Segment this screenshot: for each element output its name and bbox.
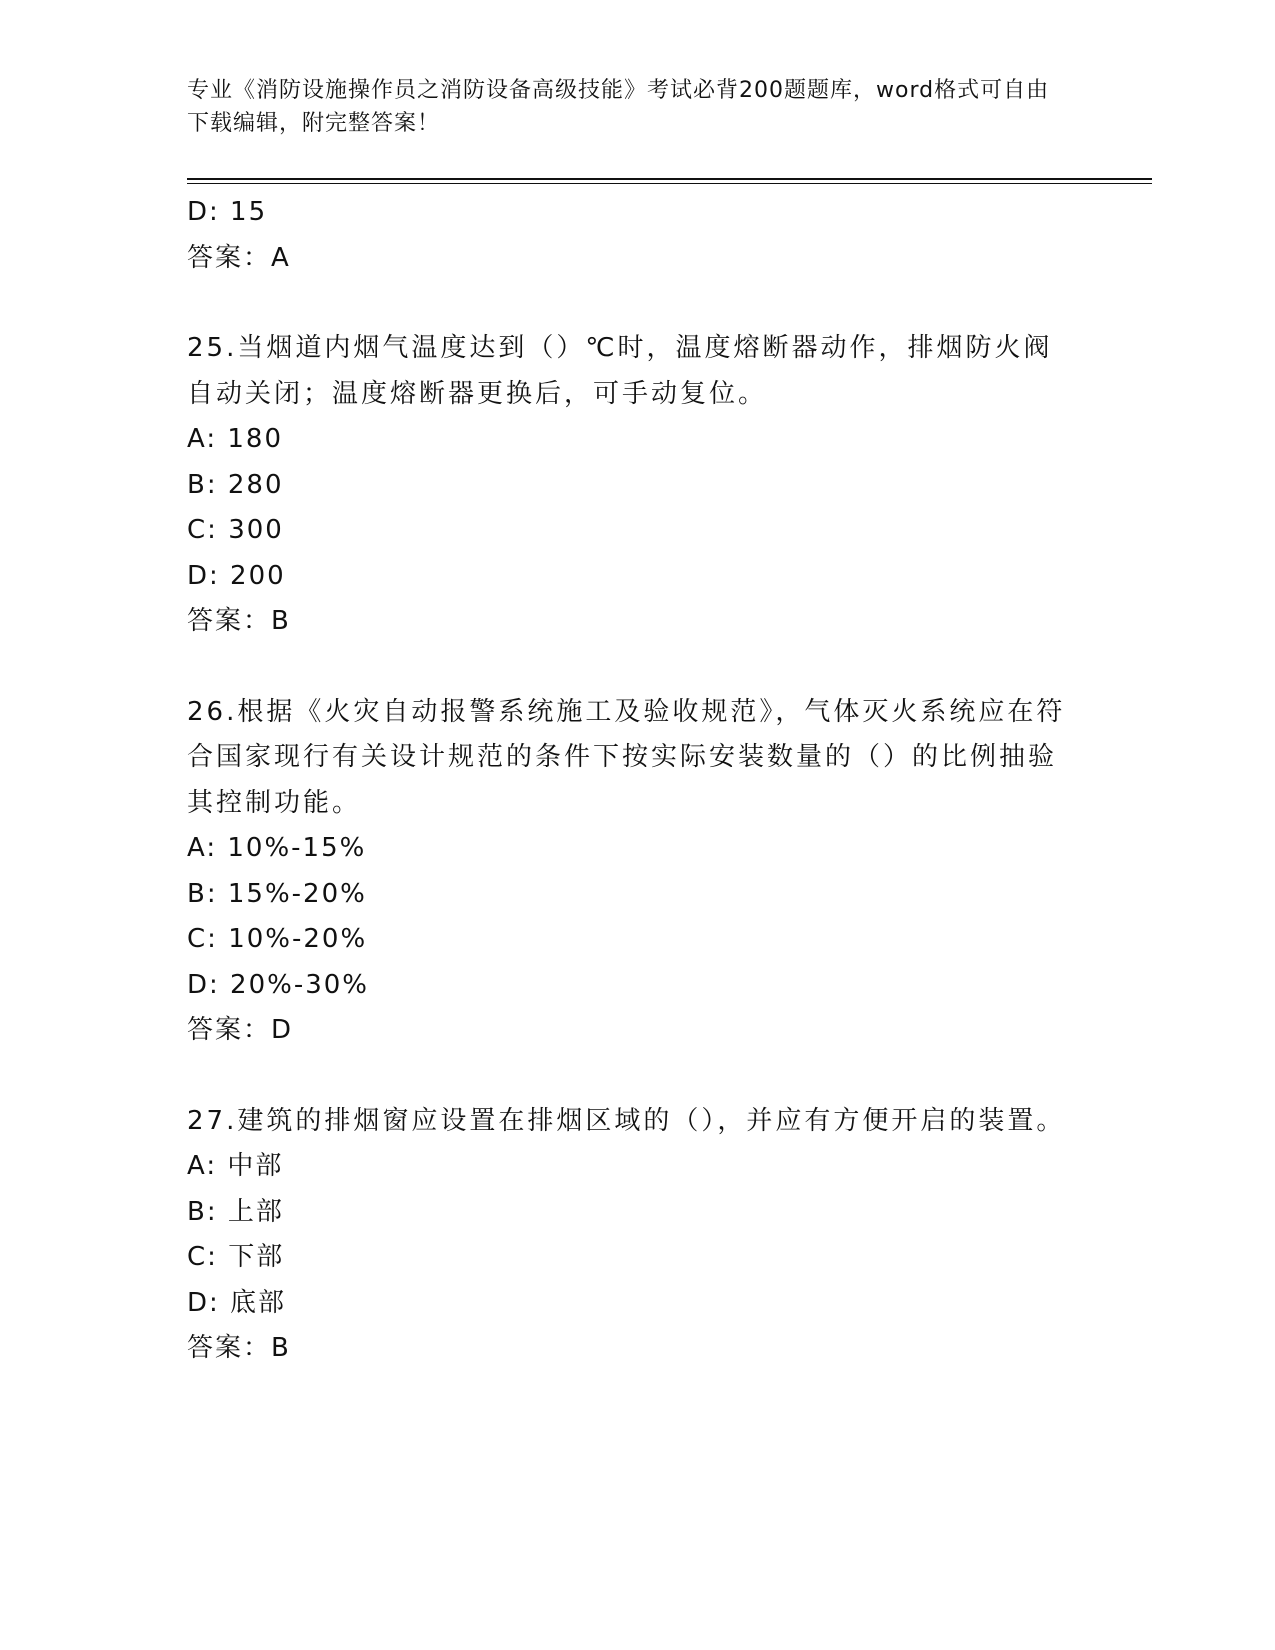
option-b [187, 463, 1077, 509]
question-25 [187, 326, 1077, 645]
option-text: 10%-20% [228, 924, 368, 954]
option-label: D: [187, 969, 231, 1000]
option-a [187, 826, 1077, 872]
option-text: 10%-15% [227, 833, 367, 863]
answer-line: 答案：D [187, 1015, 294, 1045]
option-d [187, 190, 1077, 236]
answer-line: 答案：B [187, 606, 291, 636]
option-label: D: [187, 560, 231, 591]
option-c [187, 1235, 1077, 1281]
question-text: 27.建筑的排烟窗应设置在排烟区域的（），并应有方便开启的装置。 [187, 1105, 1066, 1136]
option-label: B: [187, 878, 228, 909]
option-text: 300 [228, 515, 284, 545]
option-label: A: [187, 424, 228, 454]
option-label: C: [187, 515, 229, 545]
option-text: 上部 [227, 1196, 284, 1227]
option-c [187, 917, 1077, 963]
option-text: 180 [227, 424, 283, 454]
option-text: 15%-20% [227, 878, 367, 909]
option-label: C: [187, 924, 229, 954]
option-d [187, 963, 1077, 1009]
answer-line: 答案：A [187, 242, 291, 273]
question-list [187, 190, 1077, 1372]
option-d [187, 1281, 1077, 1327]
option-text: 20%-30% [230, 969, 370, 1000]
question-text: 26.根据《火灾自动报警系统施工及验收规范》，气体灭火系统应在符合国家现行有关设计规范的条件下按实际安装数量的（）的比例抽验其控制功能。 [187, 696, 1066, 818]
previous-question-tail [187, 190, 1077, 281]
answer-line: 答案：B [187, 1333, 291, 1363]
option-a [187, 1144, 1077, 1190]
option-text: 中部 [227, 1151, 284, 1181]
question-26 [187, 690, 1077, 1054]
option-text: 15 [230, 197, 268, 227]
header-divider-thin [187, 183, 1152, 184]
option-label: B: [187, 469, 228, 500]
option-label: B: [187, 1196, 228, 1227]
question-text: 25.当烟道内烟气温度达到（）℃时，温度熔断器动作，排烟防火阀自动关闭；温度熔断器更换后，可手动复位。 [187, 333, 1053, 409]
question-27 [187, 1099, 1077, 1372]
header-divider-thick [187, 178, 1152, 180]
option-label: D: [187, 197, 231, 227]
option-d [187, 554, 1077, 600]
option-text: 280 [227, 469, 284, 500]
option-label: C: [187, 1242, 229, 1272]
option-label: D: [187, 1287, 231, 1318]
document-header: 专业《消防设施操作员之消防设备高级技能》考试必背200题题库，word格式可自由下载编辑，附完整答案！ [187, 78, 1050, 136]
option-label: A: [187, 1151, 228, 1181]
option-label: A: [187, 833, 228, 863]
option-text: 下部 [228, 1242, 285, 1272]
option-a [187, 417, 1077, 463]
option-b [187, 872, 1077, 918]
option-b [187, 1190, 1077, 1236]
option-c [187, 508, 1077, 554]
option-text: 200 [230, 560, 286, 591]
option-text: 底部 [230, 1287, 287, 1318]
